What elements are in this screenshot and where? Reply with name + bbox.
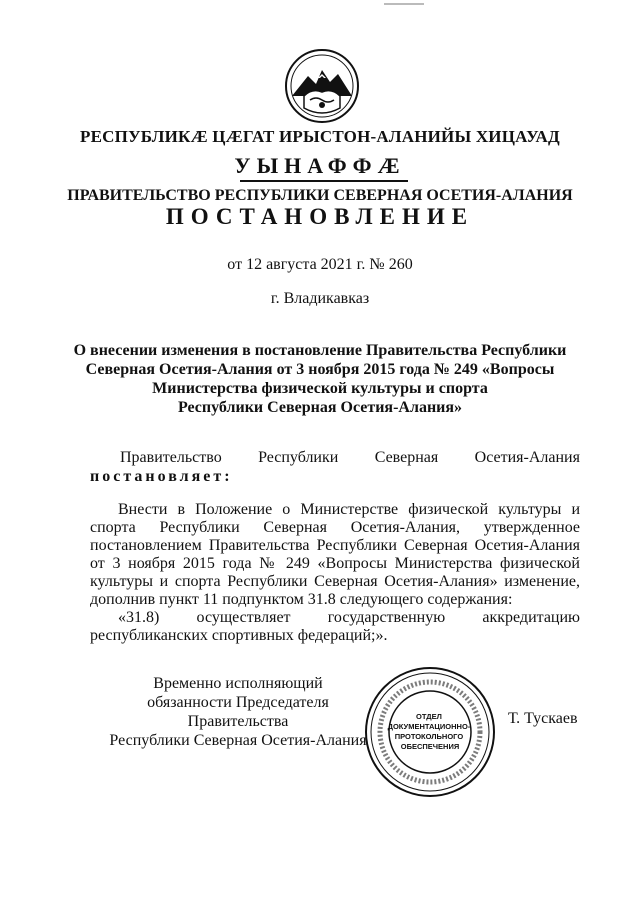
svg-text:ОТДЕЛ ДОКУМЕНТАЦИОННО-	[388, 712, 473, 751]
russian-government-heading: ПРАВИТЕЛЬСТВО РЕСПУБЛИКИ СЕВЕРНАЯ ОСЕТИЯ-АЛАНИЯ	[67, 187, 573, 204]
stamp-text: ОБЕСПЕЧЕНИЯ	[400, 742, 460, 751]
preamble-word: Северная	[374, 449, 439, 466]
decree-city: г. Владикавказ	[270, 290, 370, 307]
preamble	[90, 449, 580, 486]
signatory-position	[98, 674, 378, 750]
stamp-text: ДОКУМЕНТАЦИОННО-	[387, 722, 471, 731]
position-line: Республики Северная Осетия-Алания	[109, 732, 367, 749]
preamble-word: Осетия-Алания	[474, 449, 580, 466]
coat-of-arms-icon	[284, 48, 360, 124]
heading-underline	[240, 180, 408, 182]
preamble-word: Республики	[258, 449, 339, 466]
title-line: Республики Северная Осетия-Алания»	[177, 399, 463, 416]
scan-mark	[384, 3, 424, 5]
stamp-text: ПРОТОКОЛЬНОГО	[394, 732, 464, 741]
preamble-word: Правительство	[120, 449, 222, 466]
position-line: обязанности Председателя Правительства	[147, 694, 329, 730]
stamp-seal	[363, 665, 497, 799]
title-line: Северная Осетия-Алания от 3 ноября 2015 года № 249 «Вопросы	[85, 361, 555, 378]
body-paragraph: «31.8) осуществляет государственную аккредитацию республиканских спортивных федераций;».	[90, 609, 580, 644]
title-line: О внесении изменения в постановление Правительства Республики	[73, 342, 567, 359]
decree-title	[0, 341, 640, 417]
stamp-text: ОТДЕЛ	[416, 712, 442, 721]
position-line: Временно исполняющий	[153, 675, 323, 692]
body-paragraph: Внести в Положение о Министерстве физической культуры и спорта Республики Северная Осетия-Алания, утвержденное постановлением Правительства Республики Северная Осетия-Алания от 3 ноября 2015 года № 249 «Вопросы Министерства физической культуры и спорта Республики Северная Осетия-Алания» изменение, дополнив пункт 11 подпунктом 31.8 следующего содержания:	[90, 501, 580, 608]
ossetian-government-heading: РЕСПУБЛИКӔ ЦӔГАТ ИРЫСТОН-АЛАНИЙЫ ХИЦАУАД	[80, 127, 560, 146]
signatory-name: Т. Тускаев	[508, 710, 578, 727]
decree-heading: ПОСТАНОВЛЕНИЕ	[165, 204, 475, 229]
ossetian-decree-heading: УЫНАФФӔ	[234, 153, 406, 178]
title-line: Министерства физической культуры и спорта	[152, 380, 488, 397]
preamble-subject	[90, 449, 580, 467]
preamble-action: постановляет:	[90, 468, 233, 485]
decree-body	[90, 501, 580, 645]
decree-date-number: от 12 августа 2021 г. № 260	[227, 256, 413, 273]
